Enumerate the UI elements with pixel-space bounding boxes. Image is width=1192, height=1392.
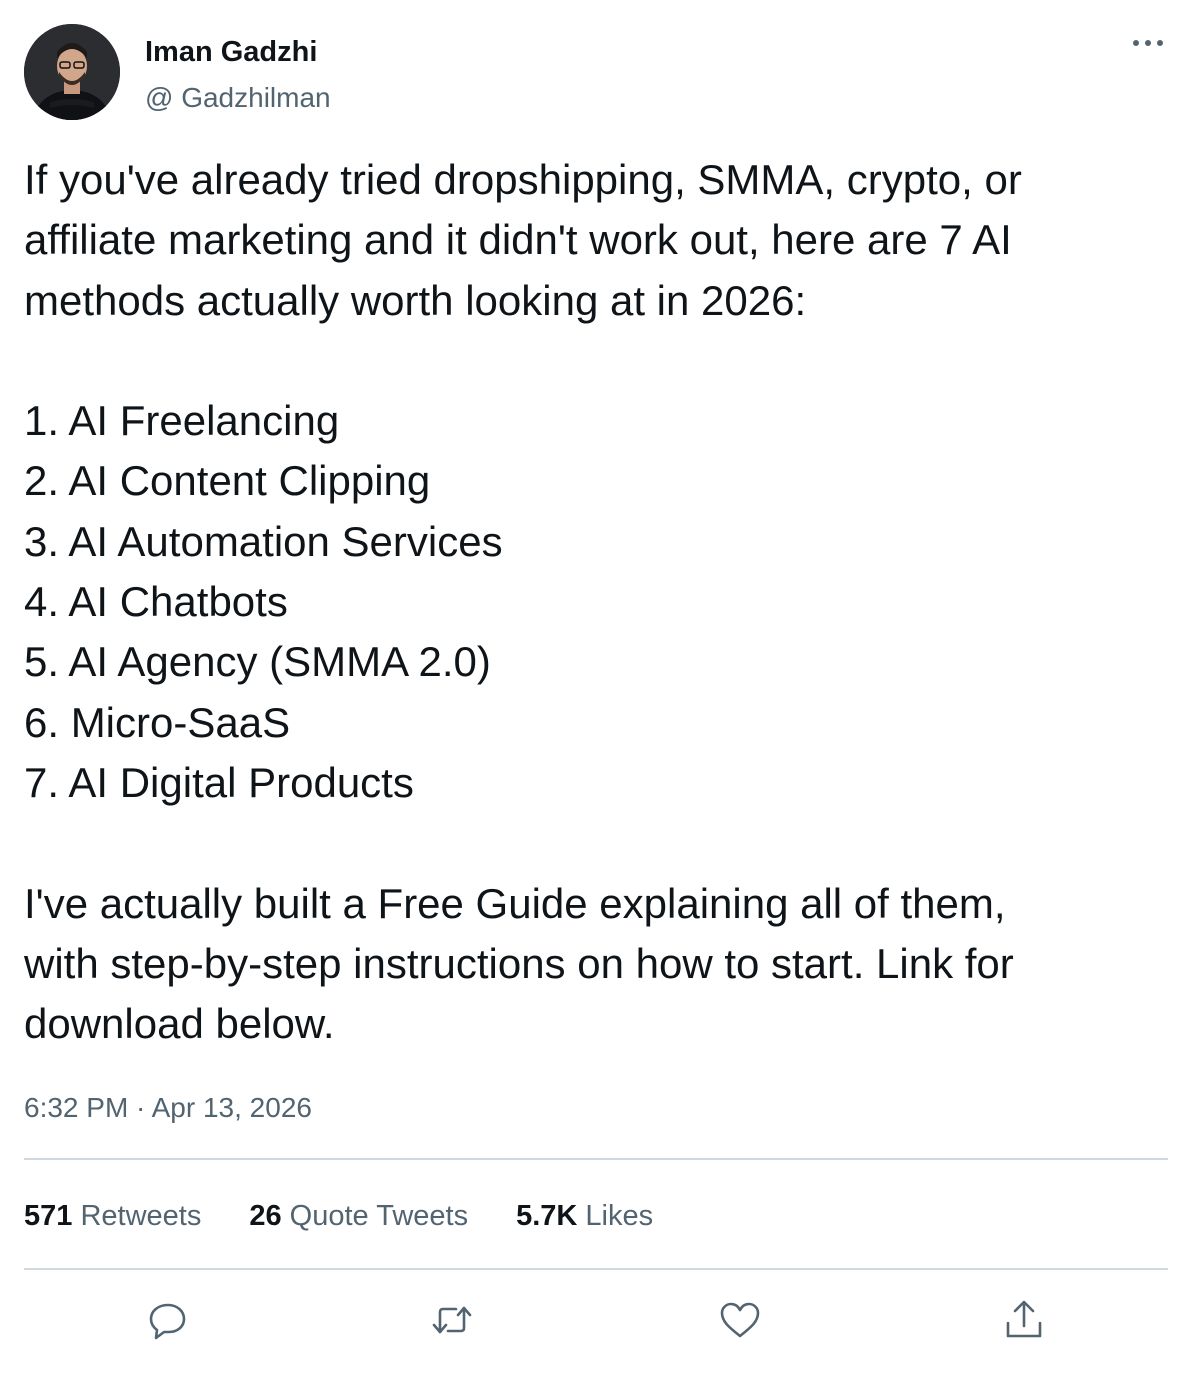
tweet-text	[24, 150, 1174, 1054]
more-options-button[interactable]	[1128, 28, 1168, 58]
list-item: 6. Micro-SaaS	[24, 698, 291, 746]
tweet-text-line: If you've already tried dropshipping, SMMA, crypto, or	[24, 156, 1022, 203]
list-item: 4. AI Chatbots	[24, 578, 288, 626]
like-heart-icon	[718, 1298, 762, 1342]
blank-line	[24, 813, 1174, 873]
list-item: 2. AI Content Clipping	[24, 457, 431, 505]
quote-tweets-stat[interactable]	[249, 1197, 468, 1235]
share-icon	[1002, 1298, 1046, 1342]
avatar-photo-icon	[24, 24, 120, 120]
author-display-name[interactable]: Iman Gadzhi	[145, 36, 318, 68]
tweet-text-line: I've actually built a Free Guide explaining all of them,	[24, 879, 1006, 927]
reply-icon	[146, 1298, 190, 1342]
tweet-text-line: download below.	[24, 1000, 335, 1048]
quote-tweets-label: Quote Tweets	[289, 1200, 469, 1232]
avatar[interactable]	[24, 24, 120, 120]
likes-label: Likes	[585, 1200, 654, 1232]
divider	[24, 1158, 1168, 1160]
list-item: 5. AI Agency (SMMA 2.0)	[24, 638, 491, 686]
author-handle[interactable]: @ Gadzhilman	[145, 82, 331, 113]
share-button[interactable]	[1002, 1298, 1046, 1342]
more-horizontal-icon	[1128, 28, 1168, 58]
engagement-stats	[24, 1197, 653, 1235]
likes-count: 5.7K	[516, 1200, 578, 1232]
list-item: 1. AI Freelancing	[24, 397, 340, 445]
like-button[interactable]	[718, 1298, 762, 1342]
retweet-icon	[430, 1298, 474, 1342]
tweet-text-line: affiliate marketing and it didn't work out, here are 7 AI	[24, 216, 1012, 264]
tweet-timestamp[interactable]: 6:32 PM · Apr 13, 2026	[24, 1092, 312, 1123]
tweet-text-line: methods actually worth looking at in 2026:	[24, 276, 807, 324]
likes-stat[interactable]	[516, 1197, 653, 1235]
reply-button[interactable]	[146, 1298, 190, 1342]
retweets-stat[interactable]	[24, 1197, 201, 1235]
tweet-text-line: with step-by-step instructions on how to start. Link for	[24, 939, 1014, 987]
divider	[24, 1268, 1168, 1270]
retweet-button[interactable]	[430, 1298, 474, 1342]
list-item: 3. AI Automation Services	[24, 517, 503, 565]
retweets-count: 571	[24, 1200, 73, 1232]
quote-tweets-count: 26	[249, 1200, 282, 1232]
retweets-label: Retweets	[80, 1200, 202, 1232]
list-item: 7. AI Digital Products	[24, 758, 414, 806]
blank-line	[24, 331, 1174, 391]
